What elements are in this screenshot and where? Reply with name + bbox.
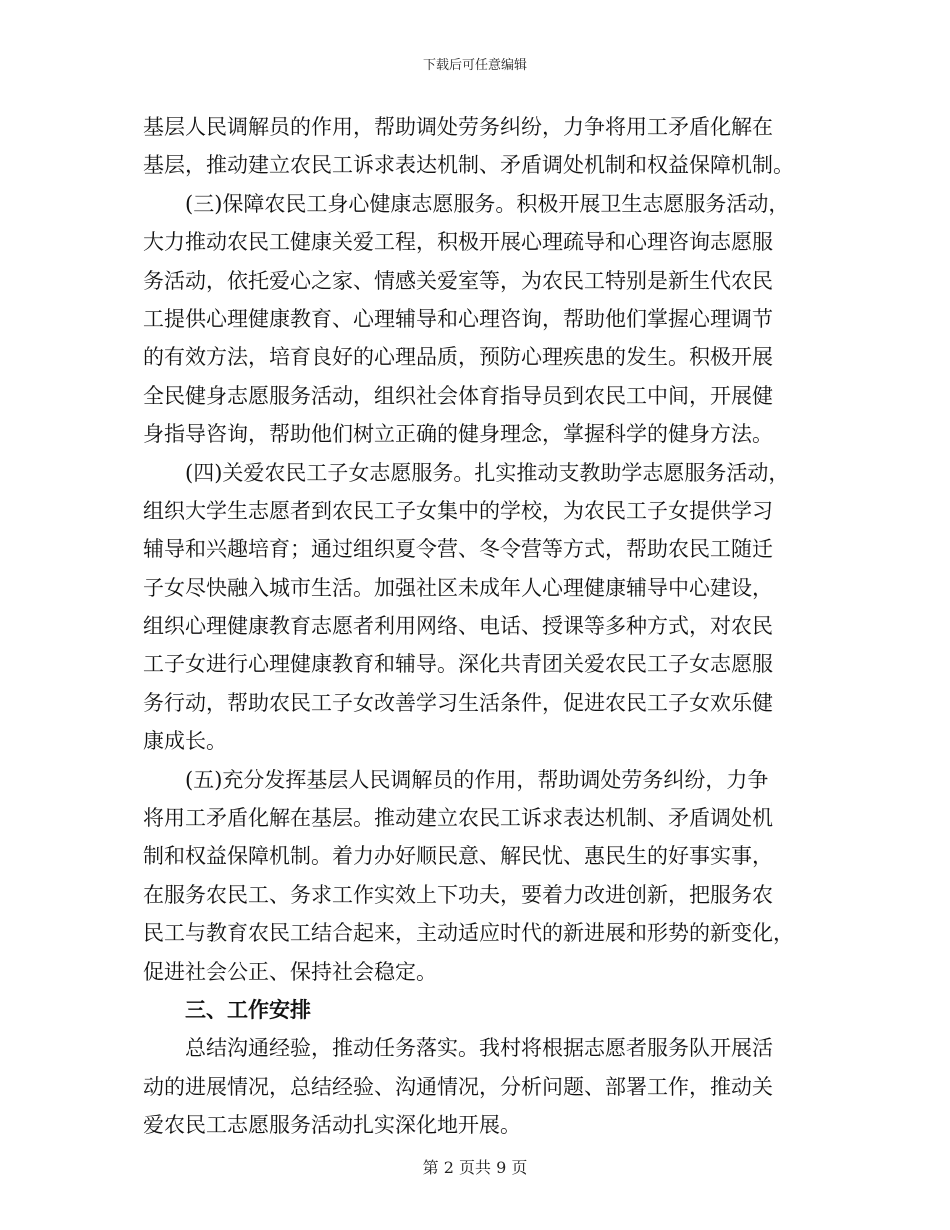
text-line: 工子女进行心理健康教育和辅导。深化共青团关爱农民工子女志愿服 xyxy=(143,652,773,677)
section-heading: 三、工作安排 xyxy=(185,997,311,1022)
text-line: 大力推动农民工健康关爱工程，积极开展心理疏导和心理咨询志愿服 xyxy=(143,230,773,255)
paragraph-start: 总结沟通经验，推动任务落实。我村将根据志愿者服务队开展活 xyxy=(185,1036,773,1061)
text-line: 制和权益保障机制。着力办好顺民意、解民忧、惠民生的好事实事， xyxy=(143,844,773,869)
text-line: 将用工矛盾化解在基层。推动建立农民工诉求表达机制、矛盾调处机 xyxy=(143,806,773,831)
page-header: 下载后可任意编辑 xyxy=(422,58,527,73)
paragraph-start: (四)关爱农民工子女志愿服务。扎实推动支教助学志愿服务活动， xyxy=(185,460,790,485)
text-line: 务活动，依托爱心之家、情感关爱室等，为农民工特别是新生代农民 xyxy=(143,268,773,293)
text-line: 在服务农民工、务求工作实效上下功夫，要着力改进创新，把服务农 xyxy=(143,882,773,907)
text-line: 组织大学生志愿者到农民工子女集中的学校，为农民工子女提供学习 xyxy=(143,498,773,523)
text-line: 全民健身志愿服务活动，组织社会体育指导员到农民工中间，开展健 xyxy=(143,383,773,408)
text-line: 的有效方法，培育良好的心理品质，预防心理疾患的发生。积极开展 xyxy=(143,345,773,370)
text-line: 辅导和兴趣培育；通过组织夏令营、冬令营等方式，帮助农民工随迁 xyxy=(143,537,773,562)
paragraph-start: (三)保障农民工身心健康志愿服务。积极开展卫生志愿服务活动， xyxy=(185,191,790,216)
text-line: 基层，推动建立农民工诉求表达机制、矛盾调处机制和权益保障机制。 xyxy=(143,153,794,178)
text-line: 民工与教育农民工结合起来，主动适应时代的新进展和形势的新变化， xyxy=(143,921,794,946)
text-line: 组织心理健康教育志愿者利用网络、电话、授课等多种方式，对农民 xyxy=(143,614,773,639)
text-line: 工提供心理健康教育、心理辅导和心理咨询，帮助他们掌握心理调节 xyxy=(143,306,773,331)
text-line: 身指导咨询，帮助他们树立正确的健身理念，掌握科学的健身方法。 xyxy=(143,422,773,447)
text-line: 动的进展情况，总结经验、沟通情况，分析问题、部署工作，推动关 xyxy=(143,1074,773,1099)
text-line: 子女尽快融入城市生活。加强社区未成年人心理健康辅导中心建设， xyxy=(143,575,773,600)
paragraph-start: (五)充分发挥基层人民调解员的作用，帮助调处劳务纠纷，力争 xyxy=(185,767,769,792)
text-line: 务行动，帮助农民工子女改善学习生活条件，促进农民工子女欢乐健 xyxy=(143,690,773,715)
text-line: 促进社会公正、保持社会稳定。 xyxy=(143,959,437,984)
document-body xyxy=(143,108,813,1145)
text-line: 基层人民调解员的作用，帮助调处劳务纠纷，力争将用工矛盾化解在 xyxy=(143,115,773,139)
text-line: 爱农民工志愿服务活动扎实深化地开展。 xyxy=(143,1113,521,1138)
text-line: 康成长。 xyxy=(143,729,227,754)
page-footer: 第 2 页共 9 页 xyxy=(422,1158,528,1177)
